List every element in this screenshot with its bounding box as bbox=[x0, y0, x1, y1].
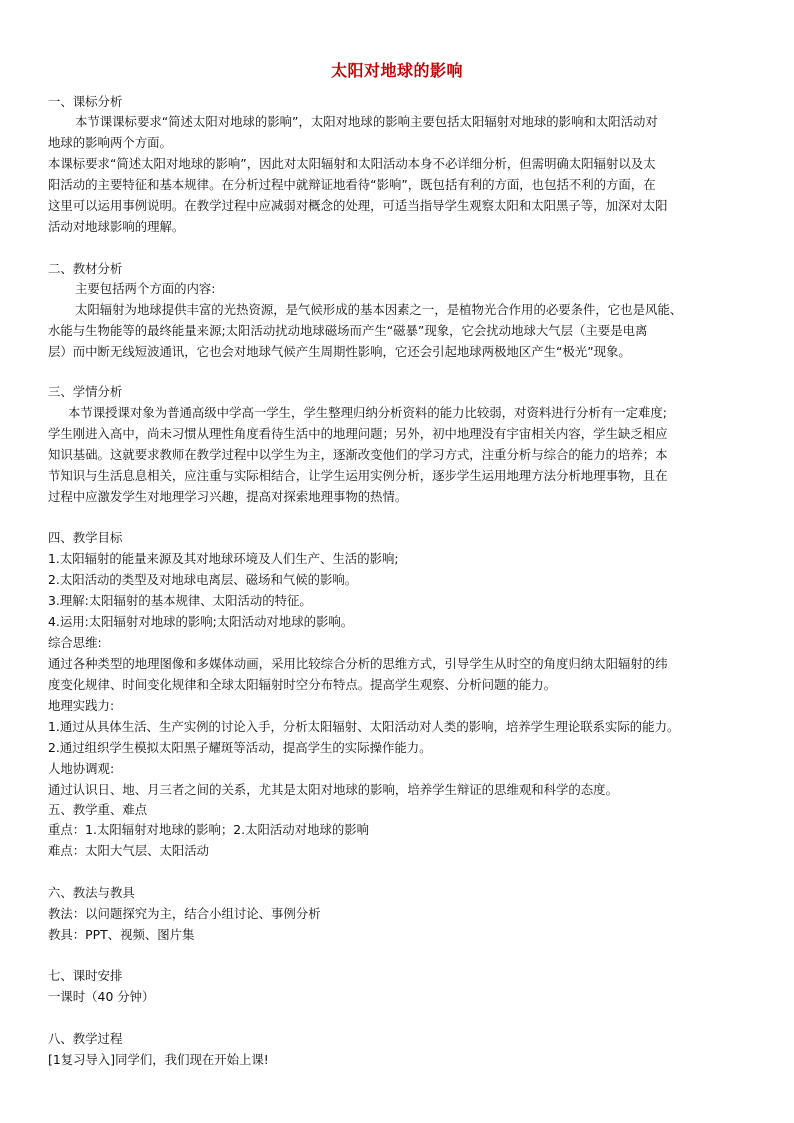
paragraph-line: 地球的影响两个方面。 bbox=[48, 135, 172, 150]
paragraph-line: 教具：PPT、视频、图片集 bbox=[48, 927, 195, 942]
list-item: 4.运用:太阳辐射对地球的影响;太阳活动对地球的影响。 bbox=[48, 614, 354, 629]
subheading: 人地协调观: bbox=[48, 761, 115, 776]
document-title: 太阳对地球的影响 bbox=[330, 61, 463, 80]
subheading: 综合思维: bbox=[48, 635, 102, 650]
heading-teaching-process: 八、教学过程 bbox=[48, 1031, 123, 1046]
paragraph-line: 节知识与生活息息相关，应注重与实际相结合，让学生运用实例分析，逐步学生运用地理方法分析地理事物，且在 bbox=[48, 468, 668, 483]
heading-teaching-objectives: 四、教学目标 bbox=[48, 530, 123, 545]
subheading: 地理实践力: bbox=[48, 698, 115, 713]
heading-key-points: 五、教学重、难点 bbox=[48, 802, 148, 817]
paragraph-line: [1复习导入]同学们，我们现在开始上课! bbox=[48, 1052, 269, 1067]
list-item: 2.通过组织学生模拟太阳黑子耀斑等活动，提高学生的实际操作能力。 bbox=[48, 740, 432, 755]
paragraph-line: 重点：1.太阳辐射对地球的影响；2.太阳活动对地球的影响 bbox=[48, 822, 370, 837]
paragraph-line: 度变化规律、时间变化规律和全球太阳辐射时空分布特点。提高学生观察、分析问题的能力。 bbox=[48, 677, 557, 692]
list-item: 1.通过从具体生活、生产实例的讨论入手，分析太阳辐射、太阳活动对人类的影响，培养学生理论联系实际的能力。 bbox=[48, 719, 680, 734]
heading-textbook-analysis: 二、教材分析 bbox=[48, 261, 123, 276]
list-item: 2.太阳活动的类型及对地球电离层、磁场和气候的影响。 bbox=[48, 572, 358, 587]
paragraph-line: 本节课课标要求“简述太阳对地球的影响”，太阳对地球的影响主要包括太阳辐射对地球的影响和太阳活动对 bbox=[75, 114, 658, 129]
paragraph-line: 太阳辐射为地球提供丰富的光热资源，是气候形成的基本因素之一，是植物光合作用的必要条件，它也是风能、 bbox=[75, 302, 683, 317]
heading-methods-tools: 六、教法与教具 bbox=[48, 885, 135, 900]
heading-schedule: 七、课时安排 bbox=[48, 968, 123, 983]
paragraph-line: 知识基础。这就要求教师在教学过程中以学生为主，逐渐改变他们的学习方式，注重分析与综合的能力的培养；本 bbox=[48, 447, 668, 462]
paragraph-line: 学生刚进入高中，尚未习惯从理性角度看待生活中的地理问题；另外，初中地理没有宇宙相关内容，学生缺乏相应 bbox=[48, 426, 668, 441]
paragraph-line: 本课标要求“简述太阳对地球的影响”，因此对太阳辐射和太阳活动本身不必详细分析，但需明确太阳辐射以及太 bbox=[48, 156, 656, 171]
paragraph-line: 一课时（40 分钟） bbox=[48, 989, 155, 1004]
paragraph-line: 过程中应激发学生对地理学习兴趣，提高对探索地理事物的热情。 bbox=[48, 489, 408, 504]
paragraph-line: 通过各种类型的地理图像和多媒体动画，采用比较综合分析的思维方式，引导学生从时空的角度归纳太阳辐射的纬 bbox=[48, 656, 668, 671]
paragraph-line: 层）而中断无线短波通讯，它也会对地球气候产生周期性影响，它还会引起地球两极地区产生“极光”现象。 bbox=[48, 344, 631, 359]
paragraph-line: 水能与生物能等的最终能量来源;太阳活动扰动地球磁场而产生“磁暴”现象，它会扰动地球大气层（主要是电离 bbox=[48, 323, 648, 338]
paragraph-line: 本节课授课对象为普通高级中学高一学生，学生整理归纳分析资料的能力比较弱，对资料进行分析有一定难度; bbox=[68, 405, 667, 420]
paragraph-line: 主要包括两个方面的内容: bbox=[75, 281, 216, 296]
heading-curriculum-analysis: 一、课标分析 bbox=[48, 94, 123, 109]
paragraph-line: 教法：以问题探究为主，结合小组讨论、事例分析 bbox=[48, 906, 321, 921]
paragraph-line: 阳活动的主要特征和基本规律。在分析过程中就辩证地看待“影响”，既包括有利的方面，也包括不利的方面，在 bbox=[48, 177, 656, 192]
list-item: 3.理解:太阳辐射的基本规律、太阳活动的特征。 bbox=[48, 593, 312, 608]
list-item: 1.太阳辐射的能量来源及其对地球环境及人们生产、生活的影响; bbox=[48, 551, 399, 566]
paragraph-line: 这里可以运用事例说明。在教学过程中应减弱对概念的处理，可适当指导学生观察太阳和太阳黑子等，加深对太阳 bbox=[48, 198, 668, 213]
paragraph-line: 活动对地球影响的理解。 bbox=[48, 219, 185, 234]
paragraph-line: 通过认识日、地、月三者之间的关系，尤其是太阳对地球的影响，培养学生辩证的思维观和科学的态度。 bbox=[48, 782, 618, 797]
paragraph-line: 难点：太阳大气层、太阳活动 bbox=[48, 843, 210, 858]
heading-student-analysis: 三、学情分析 bbox=[48, 384, 123, 399]
